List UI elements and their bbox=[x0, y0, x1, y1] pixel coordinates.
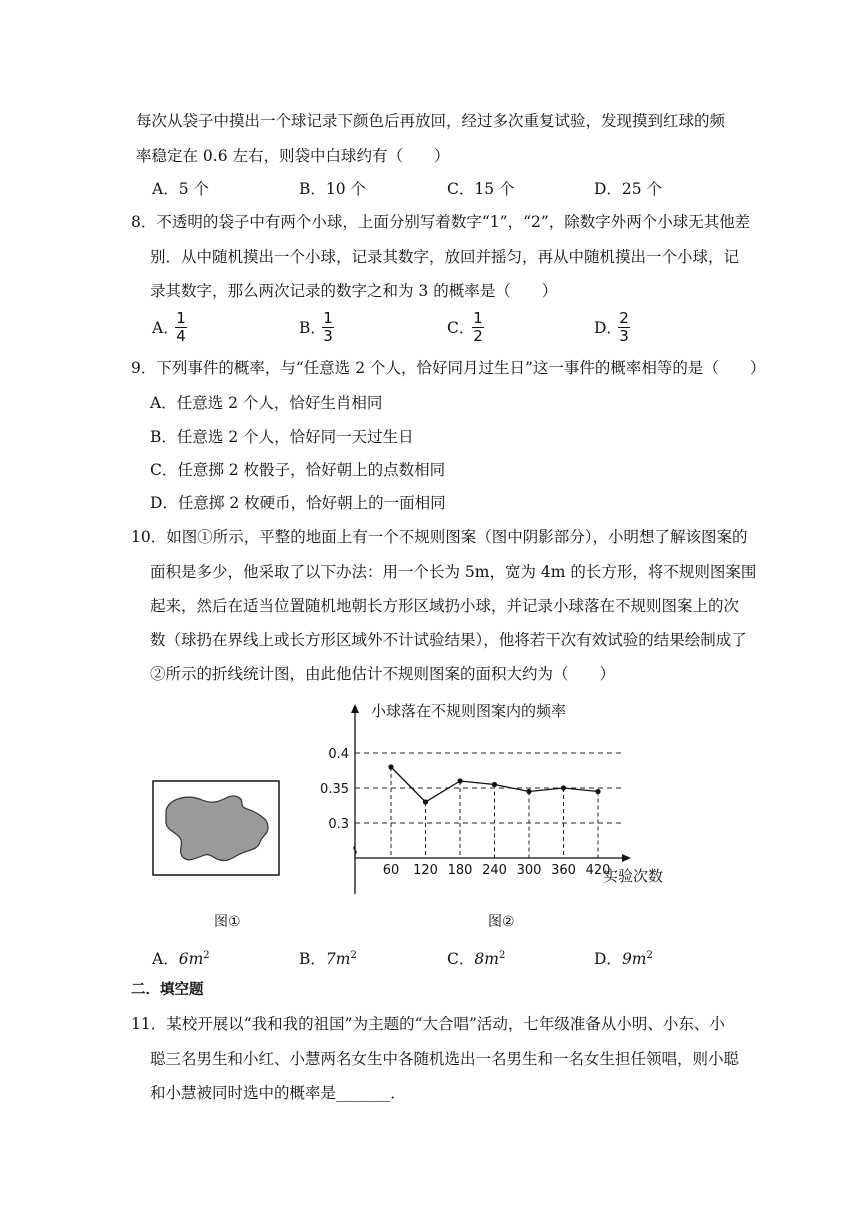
y-tick-label: 0.4 bbox=[328, 747, 349, 762]
q7-option-c: C．15 个 bbox=[447, 180, 515, 198]
q7-option-a: A．5 个 bbox=[152, 180, 209, 198]
chart-reference-lines bbox=[355, 753, 625, 858]
option-value: 8m bbox=[474, 950, 499, 969]
data-point bbox=[492, 782, 497, 787]
x-tick-label: 120 bbox=[413, 863, 438, 878]
data-point bbox=[526, 789, 531, 794]
fraction-numerator: 1 bbox=[176, 309, 186, 327]
fraction-numerator: 1 bbox=[473, 309, 483, 327]
q9-option-c: C．任意掷 2 枚骰子，恰好朝上的点数相同 bbox=[150, 461, 446, 479]
option-value: 6m bbox=[178, 950, 204, 969]
q8-option-d-fraction bbox=[618, 311, 630, 344]
q8-line1: 8．不透明的袋子中有两个小球，上面分别写着数字“1”，“2”，除数字外两个小球无其他差 bbox=[131, 213, 751, 231]
option-value: 9m bbox=[621, 950, 647, 969]
q10-option-c bbox=[447, 946, 505, 969]
option-letter: A． bbox=[152, 950, 179, 969]
q10-line4: 数（球扔在界线上或长方形区域外不计试验结果），他将若干次有效试验的结果绘制成了 bbox=[150, 631, 747, 649]
q10-option-d bbox=[594, 946, 653, 969]
q9-option-b: B．任意选 2 个人，恰好同一天过生日 bbox=[150, 428, 414, 446]
q9-option-a: A．任意选 2 个人，恰好生肖相同 bbox=[150, 394, 383, 412]
y-tick-labels bbox=[320, 747, 349, 832]
y-tick-label: 0.35 bbox=[320, 782, 349, 797]
q7-option-d: D．25 个 bbox=[594, 180, 663, 198]
figure2-caption: 图② bbox=[488, 914, 515, 930]
q8-option-c-fraction bbox=[472, 311, 484, 344]
x-tick-label: 180 bbox=[447, 863, 473, 878]
q10-option-a bbox=[152, 946, 210, 969]
option-exponent: 2 bbox=[350, 950, 357, 961]
q10-line1: 10．如图①所示，平整的地面上有一个不规则图案（图中阴影部分），小明想了解该图案的 bbox=[131, 528, 748, 546]
q10-line5: ②所示的折线统计图，由此他估计不规则图案的面积大约为（ ） bbox=[150, 665, 616, 683]
q7-line2: 率稳定在 0.6 左右，则袋中白球约有（ ） bbox=[136, 147, 450, 165]
option-exponent: 2 bbox=[203, 950, 210, 961]
x-axis-label: 实验次数 bbox=[603, 867, 664, 885]
data-point bbox=[595, 789, 600, 794]
q8-line2: 别．从中随机摸出一个小球，记录其数字，放回并摇匀，再从中随机摸出一个小球，记 bbox=[150, 248, 740, 266]
y-axis-arrow bbox=[351, 704, 359, 713]
option-exponent: 2 bbox=[646, 950, 653, 961]
q7-line1: 每次从袋子中摸出一个球记录下颜色后再放回，经过多次重复试验，发现摸到红球的频 bbox=[136, 112, 726, 130]
fraction-denominator: 3 bbox=[619, 327, 629, 345]
option-letter: D． bbox=[594, 950, 622, 969]
x-tick-label: 420 bbox=[585, 863, 611, 878]
q10-line2: 面积是多少，他采取了以下办法：用一个长为 5m，宽为 4m 的长方形，将不规则图案围 bbox=[150, 563, 757, 581]
x-tick-label: 240 bbox=[482, 863, 507, 878]
data-point bbox=[423, 799, 428, 804]
q8-option-b-fraction bbox=[322, 311, 334, 344]
y-tick-label: 0.3 bbox=[328, 817, 349, 832]
option-value: 7m bbox=[325, 950, 351, 969]
q8-line3: 录其数字，那么两次记录的数字之和为 3 的概率是（ ） bbox=[150, 282, 558, 300]
q8-option-a-letter: A． bbox=[152, 319, 179, 337]
x-tick-label: 60 bbox=[382, 863, 400, 878]
q8-option-d-letter: D． bbox=[594, 319, 622, 337]
x-axis-arrow bbox=[622, 854, 631, 862]
section-heading: 二．填空题 bbox=[131, 982, 204, 998]
option-exponent: 2 bbox=[498, 950, 506, 961]
q11-line2: 聪三名男生和小红、小慧两名女生中各随机选出一名男生和一名女生担任领唱，则小聪 bbox=[150, 1050, 740, 1068]
x-tick-label: 360 bbox=[551, 863, 576, 878]
q10-option-b bbox=[299, 946, 357, 969]
q10-line3: 起来，然后在适当位置随机地朝长方形区域扔小球，并记录小球落在不规则图案上的次 bbox=[150, 597, 740, 615]
figure2-line-chart bbox=[320, 698, 680, 910]
q9-option-d: D．任意掷 2 枚硬币，恰好朝上的一面相同 bbox=[150, 494, 446, 512]
data-point bbox=[561, 785, 566, 790]
q8-option-a-fraction bbox=[175, 311, 187, 344]
q11-line3: 和小慧被同时选中的概率是_______． bbox=[150, 1084, 406, 1102]
data-point bbox=[388, 764, 393, 769]
option-letter: B． bbox=[299, 950, 326, 969]
fraction-numerator: 2 bbox=[619, 309, 629, 327]
fraction-denominator: 2 bbox=[473, 327, 483, 345]
q8-option-c-letter: C． bbox=[447, 319, 475, 337]
chart-title: 小球落在不规则图案内的频率 bbox=[371, 702, 567, 720]
q7-option-b: B．10 个 bbox=[299, 180, 367, 198]
q9-stem: 9．下列事件的概率，与“任意选 2 个人，恰好同月过生日”这一事件的概率相等的是（ ） bbox=[131, 359, 766, 377]
option-letter: C． bbox=[447, 950, 475, 969]
fraction-denominator: 3 bbox=[323, 327, 333, 345]
x-tick-labels bbox=[383, 863, 611, 878]
x-tick-label: 300 bbox=[516, 863, 542, 878]
fraction-denominator: 4 bbox=[176, 327, 186, 345]
figure1-caption: 图① bbox=[214, 914, 241, 930]
figure1-irregular-shape bbox=[152, 780, 280, 876]
q8-option-b-letter: B． bbox=[299, 319, 326, 337]
fraction-numerator: 1 bbox=[323, 309, 333, 327]
data-point bbox=[457, 778, 462, 783]
q11-line1: 11．某校开展以“我和我的祖国”为主题的“大合唱”活动，七年级准备从小明、小东、小 bbox=[131, 1015, 725, 1033]
